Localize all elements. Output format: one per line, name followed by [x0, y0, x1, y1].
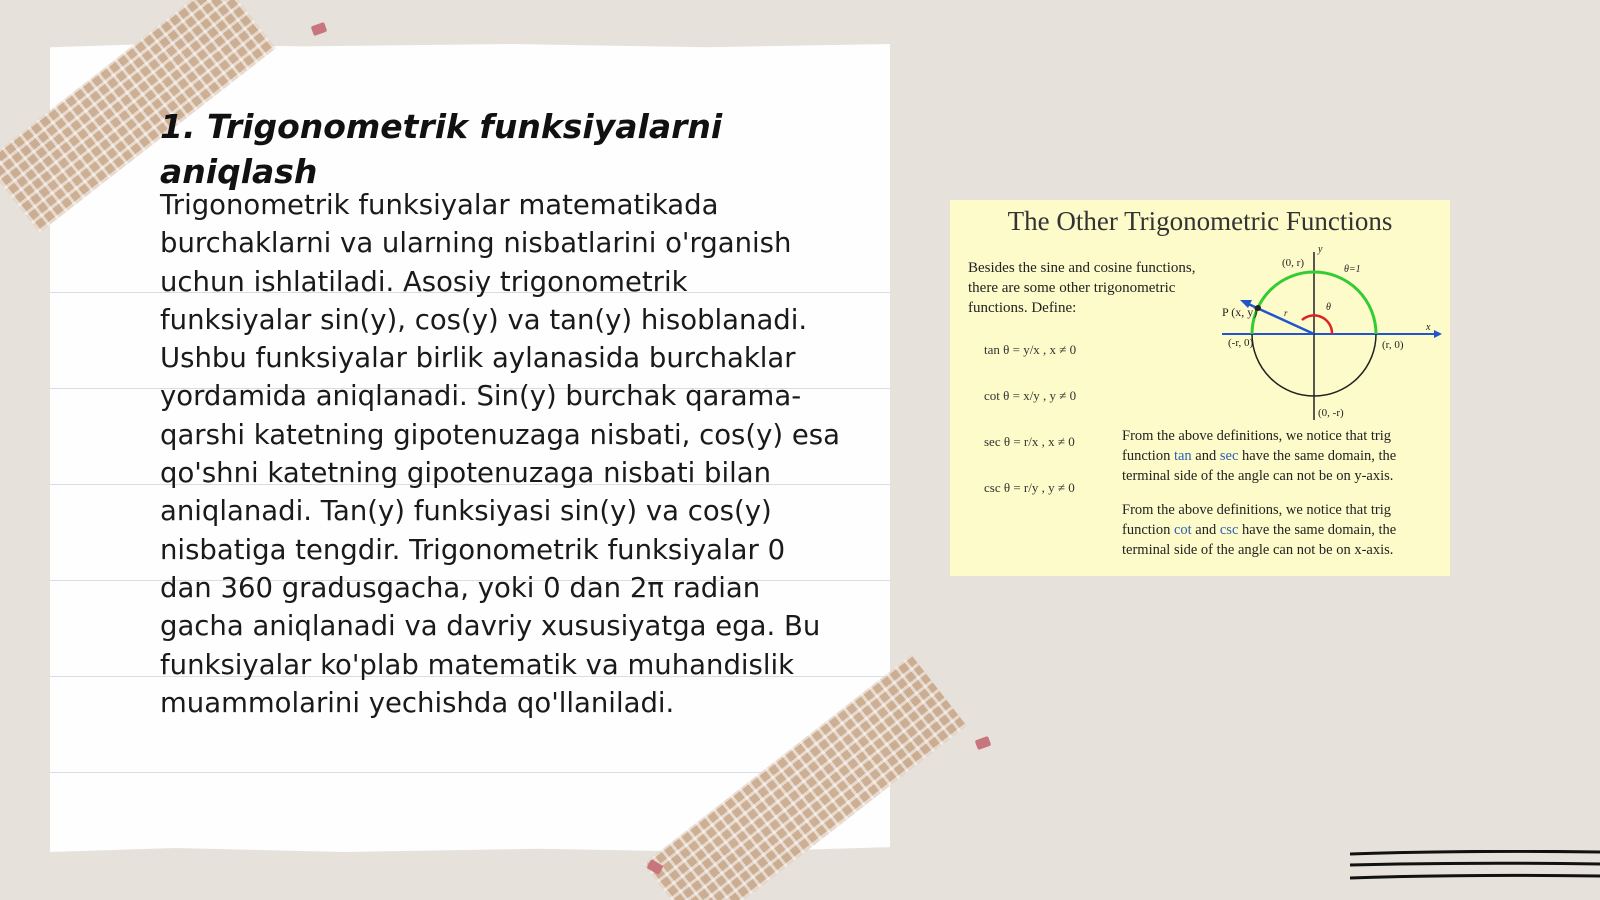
note-tan-sec: From the above definitions, we notice that trig function tan and sec have the same domain, the terminal side of the angle can not be on y-axis.: [1122, 428, 1397, 484]
label-right: (r, 0): [1382, 339, 1404, 351]
decorative-lines: [1350, 850, 1600, 890]
label-bottom: (0, -r): [1318, 407, 1344, 419]
unit-circle-diagram: [1222, 244, 1442, 424]
formula-sec: sec θ = r/x , x ≠ 0: [984, 434, 1075, 449]
slide-title: 1. Trigonometrik funksiyalarni aniqlash: [160, 107, 723, 191]
note-cot-csc: From the above definitions, we notice that trig function cot and csc have the same domain, the terminal side of the angle can not be on x-axis.: [1122, 502, 1397, 558]
formula-tan: tan θ = y/x , x ≠ 0: [984, 342, 1077, 357]
label-x-axis: x: [1426, 322, 1431, 333]
label-point: P (x, y): [1222, 305, 1258, 319]
label-left: (-r, 0): [1228, 337, 1254, 349]
label-top: (0, r): [1282, 257, 1304, 269]
figure-title: The Other Trigonometric Functions: [1007, 206, 1393, 236]
pin-bottom-right: [975, 736, 992, 750]
label-theta: θ: [1326, 302, 1331, 313]
pin-top: [311, 22, 328, 36]
x-axis-arrow: [1434, 330, 1442, 338]
formula-csc: csc θ = r/y , y ≠ 0: [984, 480, 1075, 495]
formula-cot: cot θ = x/y , y ≠ 0: [984, 388, 1077, 403]
figure-intro: Besides the sine and cosine functions, there are some other trigonometric functions. Define:: [968, 260, 1196, 316]
label-r: r: [1284, 308, 1288, 318]
trig-functions-figure: [950, 200, 1450, 576]
label-y-axis: y: [1318, 244, 1323, 255]
label-theta1: θ=1: [1344, 264, 1361, 275]
slide-body-text: Trigonometrik funksiyalar matematikada burchaklarni va ularning nisbatlarini o'rganish uchun ishlatiladi. Asosiy trigonometrik funksiyalar sin(y), cos(y) va tan(y) hisoblanadi. Ushbu funksiyalar birlik aylanasida burchaklar yordamida aniqlanadi. Sin(y) burchak qarama-qarshi katetning gipotenuzaga nisbati, cos(y) esa qo'shni katetning gipotenuzaga nisbati bilan aniqlanadi. Tan(y) funksiyasi sin(y) va cos(y) nisbatiga tengdir. Trigonometrik funksiyalar 0 dan 360 gradusgacha, yoki 0 dan 2π radian gacha aniqlanadi va davriy xususiyatga ega. Bu funksiyalar ko'plab matematik va muhandislik muammolarini yechishda qo'llaniladi.: [160, 189, 840, 719]
